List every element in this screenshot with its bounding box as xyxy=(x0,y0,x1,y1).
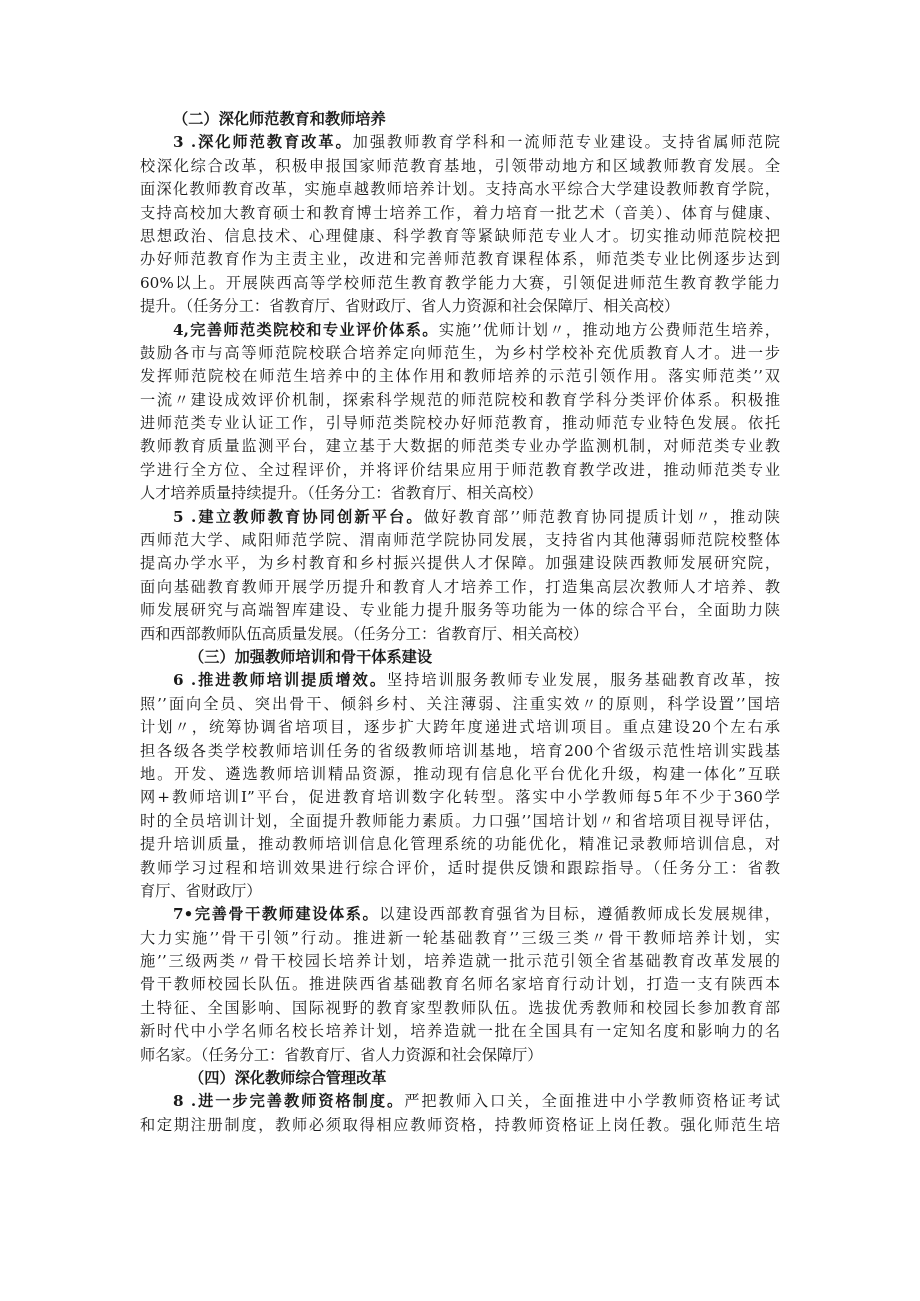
paragraph-line: 7•完善骨干教师建设体系。以建设西部教育强省为目标，遵循教师成长发展规律， xyxy=(173,905,780,924)
item-6-paragraph xyxy=(140,669,780,903)
paragraph-line: 大力实施’’骨干引领”行动。推进新一轮基础教育’’三级三类〃骨干教师培养计划，实 xyxy=(140,928,780,947)
paragraph-line: 提升培训质量，推动教师培训信息化管理系统的功能优化，精准记录教师培训信息，对 xyxy=(140,835,780,854)
paragraph-line: 提升。（任务分工：省教育厅、省财政厅、省人力资源和社会保障厅、相关高校） xyxy=(140,297,680,316)
paragraph-line: 西和西部教师队伍高质量发展。（任务分工：省教育厅、相关高校） xyxy=(140,624,589,643)
paragraph-line: 地。开发、遴选教师培训精品资源，推动现有信息化平台优化升级，构建一体化”互联 xyxy=(140,764,780,783)
paragraph-line: 新时代中小学名师名校长培养计划，培养造就一批在全国具有一定知名度和影响力的名 xyxy=(140,1022,780,1041)
paragraph-line: 校深化综合改革，积极申报国家师范教育基地，引领带动地方和区域教师教育发展。全 xyxy=(140,156,780,175)
item-6-lead: 6 .推进教师培训提质增效。 xyxy=(173,671,388,690)
item-4-lead: 4,完善师范类院校和专业评价体系。 xyxy=(173,320,439,339)
paragraph-line: 土特征、全国影响、国际视野的教育家型教师队伍。选拔优秀教师和校园长参加教育部 xyxy=(140,998,780,1017)
paragraph-line: 师名家。（任务分工：省教育厅、省人力资源和社会保障厅） xyxy=(140,1045,543,1064)
paragraph-line: 60%以上。开展陕西高等学校师范生教育教学能力大赛，引领促进师范生教育教学能力 xyxy=(140,273,780,292)
item-3-paragraph xyxy=(140,131,780,318)
paragraph-line: 学进行全方位、全过程评价，并将评价结果应用于师范教育教学改进，推动师范类专业 xyxy=(140,460,780,479)
paragraph-line: 西师范大学、咸阳师范学院、渭南师范学院协同发展，支持省内其他薄弱师范院校整体 xyxy=(140,531,780,550)
paragraph-line: 5 .建立教师教育协同创新平台。做好教育部’’师范教育协同提质计划〃，推动陕 xyxy=(173,507,780,526)
paragraph-line: 8 .进一步完善教师资格制度。严把教师入口关，全面推进中小学教师资格证考试 xyxy=(173,1092,780,1111)
paragraph-line: 3 .深化师范教育改革。加强教师教育学科和一流师范专业建设。支持省属师范院 xyxy=(173,133,780,152)
paragraph-line: 人才培养质量持续提升。（任务分工：省教育厅、相关高校） xyxy=(140,484,543,503)
paragraph-line: 思想政治、信息技术、心理健康、科学教育等紧缺师范专业人才。切实推动师范院校把 xyxy=(140,226,780,245)
paragraph-line: 和定期注册制度，教师必须取得相应教师资格，持教师资格证上岗任教。强化师范生培 xyxy=(140,1115,780,1134)
paragraph-line: 一流〃建设成效评价机制，探索科学规范的师范院校和教育学科分类评价体系。积极推 xyxy=(140,390,780,409)
paragraph-line: 时的全员培训计划，全面提升教师能力素质。力口强’’国培计划〃和省培项目视导评估， xyxy=(140,811,780,830)
paragraph-line: 4,完善师范类院校和专业评价体系。实施’’优师计划〃，推动地方公费师范生培养， xyxy=(173,320,780,339)
item-4-paragraph xyxy=(140,319,780,506)
paragraph-line: 鼓励各市与高等师范院校联合培养定向师范生，为乡村学校补充优质教育人才。进一步 xyxy=(140,343,780,362)
paragraph-line: 支持高校加大教育硕士和教育博士培养工作，着力培育一批艺术（音美）、体育与健康、 xyxy=(140,203,780,222)
paragraph-line: 计划〃，统筹协调省培项目，逐步扩大跨年度递进式培训项目。重点建设20个左右承 xyxy=(140,718,780,737)
section-heading-2: （二）深化师范教育和教师培养 xyxy=(173,110,386,128)
paragraph-line: 面深化教师教育改革，实施卓越教师培养计划。支持高水平综合大学建设教师教育学院， xyxy=(140,180,780,199)
paragraph-line: 网+教师培训I”平台，促进教育培训数字化转型。落实中小学教师每5年不少于360学 xyxy=(140,788,780,807)
paragraph-line: 师发展研究与高端智库建设、专业能力提升服务等功能为一体的综合平台，全面助力陕 xyxy=(140,601,780,620)
item-5-lead: 5 .建立教师教育协同创新平台。 xyxy=(173,507,424,526)
item-5-paragraph xyxy=(140,506,780,646)
paragraph-line: 6 .推进教师培训提质增效。坚持培训服务教师专业发展，服务基础教育改革，按 xyxy=(173,671,780,690)
item-7-lead: 7•完善骨干教师建设体系。 xyxy=(173,905,380,924)
paragraph-line: 施’’三级两类〃骨干校园长培养计划，培养造就一批示范引领全省基础教育改革发展的 xyxy=(140,952,780,971)
section-heading-3: （三）加强教师培训和骨干体系建设 xyxy=(189,647,432,666)
paragraph-line: 办好师范教育作为主责主业，改进和完善师范教育课程体系，师范类专业比例逐步达到 xyxy=(140,250,780,269)
paragraph-line: 面向基础教育教师开展学历提升和教育人才培养工作，打造集高层次教师人才培养、教 xyxy=(140,577,780,596)
paragraph-line: 进师范类专业认证工作，引导师范类院校办好师范教育，推动师范专业特色发展。依托 xyxy=(140,414,780,433)
item-3-lead: 3 .深化师范教育改革。 xyxy=(173,133,353,152)
section-heading-4: （四）深化教师综合管理改革 xyxy=(189,1069,387,1088)
item-8-paragraph xyxy=(140,1090,780,1137)
paragraph-line: 提高办学水平，为乡村教育和乡村振兴提供人才保障。加强建设陕西教师发展研究院， xyxy=(140,554,780,573)
paragraph-line: 发挥师范院校在师范生培养中的主体作用和教师培养的示范引领作用。落实师范类’’双 xyxy=(140,367,780,386)
item-7-paragraph xyxy=(140,903,780,1067)
document-page xyxy=(140,108,780,1137)
paragraph-line: 育厅、省财政厅） xyxy=(140,881,262,900)
paragraph-line: 教师教育质量监测平台，建立基于大数据的师范类专业办学监测机制，对师范类专业教 xyxy=(140,437,780,456)
paragraph-line: 照’’面向全员、突出骨干、倾斜乡村、关注薄弱、注重实效〃的原则，科学设置’’国培 xyxy=(140,694,780,713)
paragraph-line: 担各级各类学校教师培训任务的省级教师培训基地，培育200个省级示范性培训实践基 xyxy=(140,741,780,760)
paragraph-line: 教师学习过程和培训效果进行综合评价，适时提供反馈和跟踪指导。（任务分工：省教 xyxy=(140,858,780,877)
item-8-lead: 8 .进一步完善教师资格制度。 xyxy=(173,1092,405,1111)
paragraph-line: 骨干教师校园长队伍。推进陕西省基础教育名师名家培育行动计划，打造一支有陕西本 xyxy=(140,975,780,994)
